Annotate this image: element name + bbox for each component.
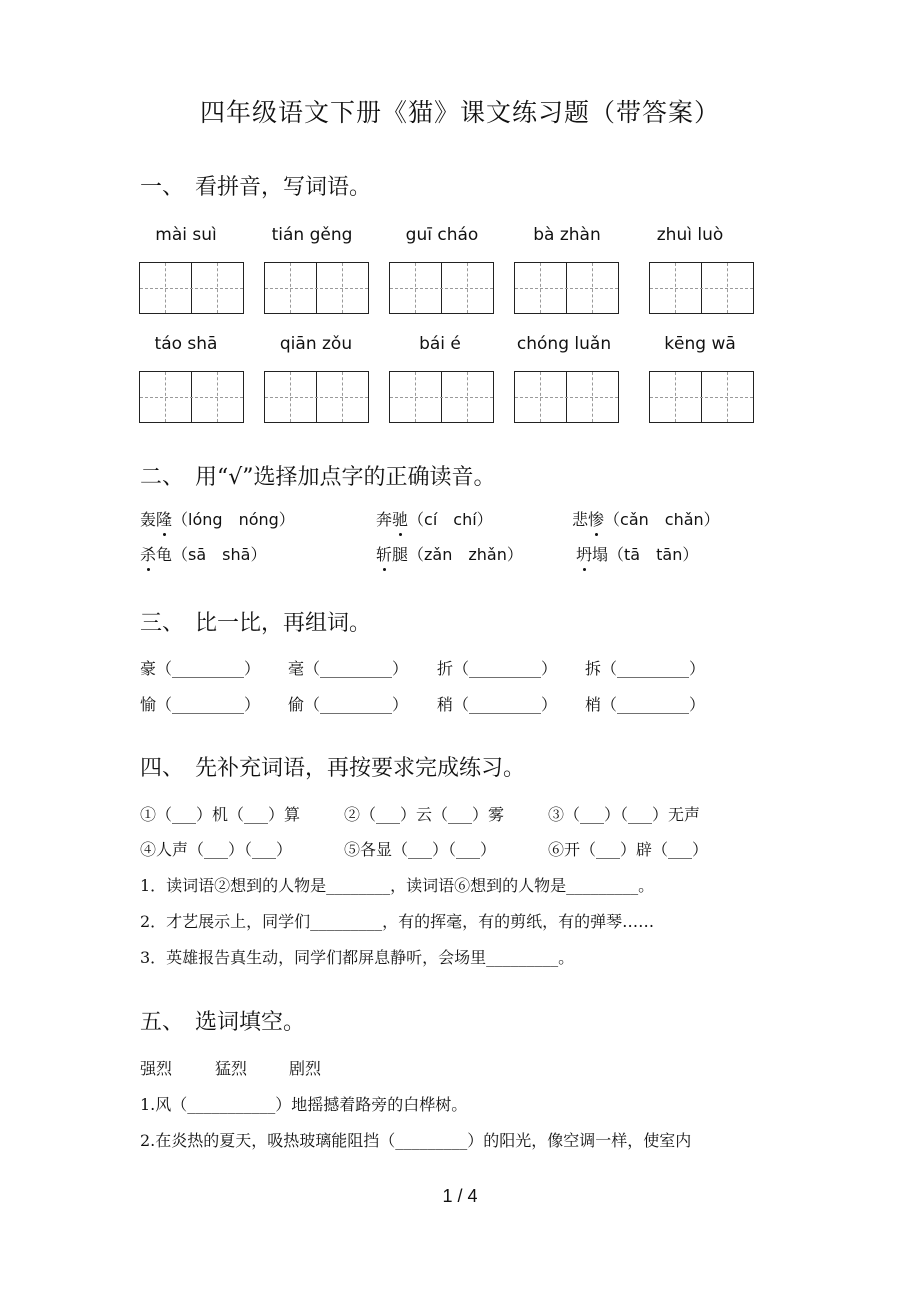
char: 龟 bbox=[156, 545, 173, 564]
section-3-heading: 三、 比一比，再组词。 bbox=[140, 611, 372, 636]
question-1[interactable]: 1．读词语②想到的人物是________，读词语⑥想到的人物是_________。 bbox=[140, 876, 655, 895]
fill-question-1[interactable]: 1.风（___________）地摇撼着路旁的白桦树。 bbox=[140, 1095, 468, 1114]
word-blank[interactable]: 拆（_________） bbox=[585, 659, 706, 678]
pinyin-label: bà zhàn bbox=[533, 225, 601, 245]
char: 轰 bbox=[140, 510, 157, 529]
writing-grid[interactable] bbox=[514, 262, 619, 314]
question-2[interactable]: 2．才艺展示上，同学们_________，有的挥毫，有的剪纸，有的弹琴…… bbox=[140, 912, 655, 931]
pinyin-label: tián gěng bbox=[271, 225, 353, 245]
pinyin-label: qiān zǒu bbox=[279, 334, 353, 354]
writing-grid[interactable] bbox=[389, 371, 494, 423]
section-4-heading: 四、 先补充词语，再按要求完成练习。 bbox=[140, 756, 526, 781]
dotted-char: 杀 bbox=[140, 542, 156, 565]
idiom-blank[interactable]: ②（___）云（___）雾 bbox=[344, 805, 505, 824]
word-blank[interactable]: 偷（_________） bbox=[288, 695, 409, 714]
pinyin-label: mài suì bbox=[155, 225, 217, 245]
page-number: 1 / 4 bbox=[442, 1186, 478, 1206]
word-blank[interactable]: 折（_________） bbox=[437, 659, 558, 678]
pinyin-options[interactable]: （tā tān） bbox=[608, 545, 699, 564]
dotted-char: 隆 bbox=[156, 507, 172, 530]
char: 悲 bbox=[572, 510, 589, 529]
writing-grid[interactable] bbox=[389, 262, 494, 314]
pinyin-options[interactable]: （sā shā） bbox=[172, 545, 267, 564]
pinyin-label: kēng wā bbox=[664, 334, 736, 354]
dotted-char: 斩 bbox=[376, 542, 392, 565]
idiom-blank[interactable]: ③（___）（___）无声 bbox=[548, 805, 701, 824]
section-5-heading: 五、 选词填空。 bbox=[140, 1010, 306, 1035]
writing-grid[interactable] bbox=[649, 262, 754, 314]
idiom-blank[interactable]: ⑥开（___）辟（___） bbox=[548, 840, 709, 859]
reading-choice-item bbox=[140, 542, 266, 565]
word-blank[interactable]: 豪（_________） bbox=[140, 659, 261, 678]
dotted-char: 惨 bbox=[588, 507, 604, 530]
reading-choice-item bbox=[376, 542, 523, 565]
dotted-char: 坍 bbox=[576, 542, 592, 565]
pinyin-options[interactable]: （lóng nóng） bbox=[172, 510, 295, 529]
char: 腿 bbox=[392, 545, 409, 564]
word-blank[interactable]: 稍（_________） bbox=[437, 695, 558, 714]
question-3[interactable]: 3．英雄报告真生动，同学们都屏息静听，会场里_________。 bbox=[140, 948, 575, 967]
idiom-blank[interactable]: ①（___）机（___）算 bbox=[140, 805, 301, 824]
pinyin-options[interactable]: （cǎn chǎn） bbox=[604, 510, 720, 529]
word-option: 剧烈 bbox=[289, 1059, 322, 1078]
section-2-heading: 二、 用“√”选择加点字的正确读音。 bbox=[140, 465, 496, 490]
pinyin-label: guī cháo bbox=[405, 225, 479, 245]
pinyin-label: chóng luǎn bbox=[516, 334, 612, 354]
char: 塌 bbox=[592, 545, 609, 564]
reading-choice-item bbox=[376, 507, 493, 530]
word-blank[interactable]: 愉（_________） bbox=[140, 695, 261, 714]
char: 奔 bbox=[376, 510, 393, 529]
writing-grid[interactable] bbox=[264, 371, 369, 423]
pinyin-options[interactable]: （zǎn zhǎn） bbox=[408, 545, 523, 564]
writing-grid[interactable] bbox=[139, 262, 244, 314]
reading-choice-item bbox=[576, 542, 698, 565]
writing-grid[interactable] bbox=[264, 262, 369, 314]
word-option: 强烈 bbox=[140, 1059, 173, 1078]
word-blank[interactable]: 毫（_________） bbox=[288, 659, 409, 678]
idiom-blank[interactable]: ④人声（___）（___） bbox=[140, 840, 293, 859]
writing-grid[interactable] bbox=[649, 371, 754, 423]
reading-choice-item bbox=[572, 507, 720, 530]
pinyin-label: táo shā bbox=[154, 334, 218, 354]
page-title: 四年级语文下册《猫》课文练习题（带答案） bbox=[199, 98, 720, 127]
word-option: 猛烈 bbox=[215, 1059, 248, 1078]
dotted-char: 驰 bbox=[392, 507, 408, 530]
pinyin-options[interactable]: （cí chí） bbox=[408, 510, 493, 529]
section-1-heading: 一、 看拼音，写词语。 bbox=[140, 175, 372, 200]
pinyin-label: zhuì luò bbox=[656, 225, 724, 245]
pinyin-label: bái é bbox=[419, 334, 461, 354]
reading-choice-item bbox=[140, 507, 295, 530]
writing-grid[interactable] bbox=[139, 371, 244, 423]
word-blank[interactable]: 梢（_________） bbox=[585, 695, 706, 714]
idiom-blank[interactable]: ⑤各显（___）（___） bbox=[344, 840, 497, 859]
writing-grid[interactable] bbox=[514, 371, 619, 423]
fill-question-2[interactable]: 2.在炎热的夏天，吸热玻璃能阻挡（_________）的阳光，像空调一样，使室内 bbox=[140, 1131, 692, 1150]
